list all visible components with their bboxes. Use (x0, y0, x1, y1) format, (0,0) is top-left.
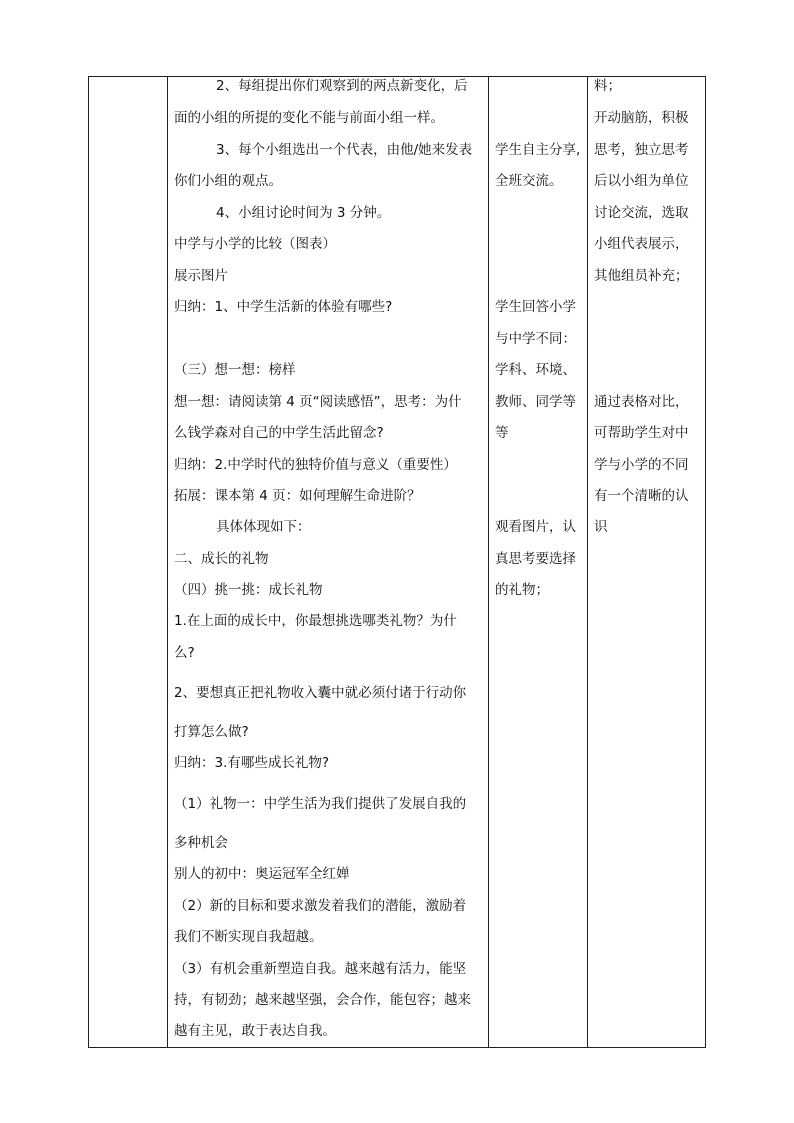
student-activity-line: 学生自主分享, (495, 142, 581, 158)
table-divider-1 (167, 76, 168, 1048)
student-activity-line: 真思考要选择 (495, 551, 576, 567)
content-line: 2、每组提出你们观察到的两点新变化，后 (216, 78, 468, 94)
design-intent-line: 小组代表展示， (594, 236, 689, 252)
content-line: 具体体现如下： (216, 519, 311, 535)
content-line: 我们不断实现自我超越。 (174, 929, 323, 945)
student-activity-line: 的礼物； (495, 582, 549, 598)
content-line: 3、每个小组选出一个代表，由他/她来发表 (216, 142, 473, 158)
student-activity-line: 与中学不同： (495, 331, 576, 347)
content-line: 多种机会 (174, 835, 228, 851)
content-line: （三）想一想：榜样 (174, 362, 296, 378)
content-line: 持，有韧劲；越来越坚强，会合作，能包容；越来 (174, 992, 471, 1008)
content-line: 么钱学森对自己的中学生活此留念? (174, 425, 384, 441)
design-intent-line: 有一个清晰的认 (594, 488, 689, 504)
content-line: 拓展：课本第 4 页：如何理解生命进阶？ (174, 488, 421, 504)
content-line: 4、小组讨论时间为 3 分钟。 (216, 205, 391, 221)
student-activity-line: 观看图片，认 (495, 519, 576, 535)
content-line: 归纳：2.中学时代的独特价值与意义（重要性） (174, 457, 457, 473)
design-intent-line: 识 (594, 519, 608, 535)
content-line: 你们小组的观点。 (174, 173, 282, 189)
content-line: 么? (174, 645, 195, 661)
content-line: 展示图片 (174, 268, 228, 284)
student-activity-line: 学科、环境、 (495, 362, 576, 378)
design-intent-line: 讨论交流，选取 (594, 205, 689, 221)
content-line: 别人的初中：奥运冠军全红婵 (174, 866, 350, 882)
content-line: 想一想：请阅读第 4 页“阅读感悟”，思考：为什 (174, 394, 462, 410)
table-divider-3 (587, 76, 588, 1048)
content-line: 中学与小学的比较（图表） (174, 236, 336, 252)
content-line: 打算怎么做? (174, 724, 249, 740)
design-intent-line: 开动脑筋，积极 (594, 110, 689, 126)
content-line: （四）挑一挑：成长礼物 (174, 582, 323, 598)
design-intent-line: 思考，独立思考 (594, 142, 689, 158)
content-line: （3）有机会重新塑造自我。越来越有活力，能坚 (174, 961, 467, 977)
design-intent-line: 学与小学的不同 (594, 457, 689, 473)
student-activity-line: 教师、同学等 (495, 394, 576, 410)
design-intent-line: 通过表格对比， (594, 394, 689, 410)
content-line: 面的小组的所提的变化不能与前面小组一样。 (174, 110, 444, 126)
content-line: 归纳：1、中学生活新的体验有哪些? (174, 299, 393, 315)
content-line: 越有主见，敢于表达自我。 (174, 1023, 336, 1039)
content-line: 2、要想真正把礼物收入囊中就必须付诸于行动你 (174, 685, 467, 701)
student-activity-line: 等 (495, 425, 509, 441)
design-intent-line: 后以小组为单位 (594, 173, 689, 189)
content-line: 1.在上面的成长中，你最想挑选哪类礼物？为什 (174, 613, 457, 629)
content-line: 二、成长的礼物 (174, 551, 269, 567)
content-line: 归纳：3.有哪些成长礼物? (174, 755, 330, 771)
table-border-bottom (88, 1047, 706, 1048)
table-border-left (88, 76, 89, 1048)
student-activity-line: 学生回答小学 (495, 299, 576, 315)
content-line: （2）新的目标和要求激发着我们的潜能，激励着 (174, 898, 467, 914)
design-intent-line: 可帮助学生对中 (594, 425, 689, 441)
design-intent-line: 其他组员补充； (594, 268, 689, 284)
table-divider-2 (488, 76, 489, 1048)
student-activity-line: 全班交流。 (495, 173, 563, 189)
content-line: （1）礼物一：中学生活为我们提供了发展自我的 (174, 796, 467, 812)
design-intent-line: 料； (594, 78, 621, 94)
table-border-right (705, 76, 706, 1048)
